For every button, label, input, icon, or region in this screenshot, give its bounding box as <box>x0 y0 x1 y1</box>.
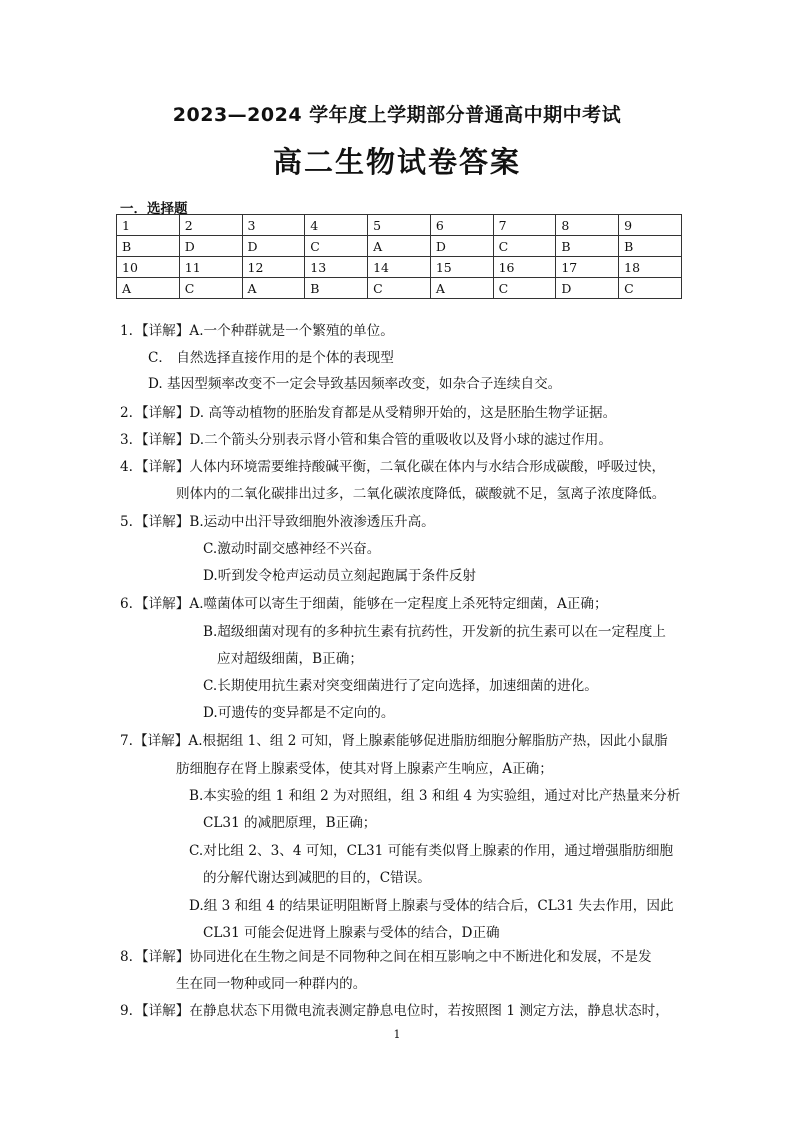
explanation-line: 应对超级细菌，B正确； <box>217 651 363 667</box>
table-cell: B <box>556 236 619 257</box>
question-number: 6. <box>120 596 133 612</box>
table-cell: B <box>117 236 180 257</box>
table-cell: C <box>368 278 431 299</box>
explanation-line: C.激动时副交感神经不兴奋。 <box>203 541 381 557</box>
answer-table <box>116 214 682 299</box>
exam-subtitle: 高二生物试卷答案 <box>272 145 521 179</box>
explanation-line: D.可遗传的变异都是不定向的。 <box>203 705 395 721</box>
table-cell: D <box>556 278 619 299</box>
question-number: 7. <box>120 733 133 749</box>
table-cell: 11 <box>179 257 242 278</box>
explanation-line: 【详解】在静息状态下用微电流表测定静息电位时，若按照图 1 测定方法，静息状态时， <box>135 1003 669 1019</box>
explanation-line: 【详解】A.根据组 1、组 2 可知，肾上腺素能够促进脂肪细胞分解脂肪产热，因此小鼠脂 <box>134 733 668 749</box>
table-cell: 8 <box>556 215 619 236</box>
table-cell: 3 <box>242 215 305 236</box>
explanation-line: 的分解代谢达到减肥的目的，C错误。 <box>203 870 431 886</box>
explanation-line: 则体内的二氧化碳排出过多，二氧化碳浓度降低，碳酸就不足，氢离子浓度降低。 <box>176 486 666 502</box>
table-cell: 14 <box>368 257 431 278</box>
table-cell: 18 <box>619 257 682 278</box>
table-cell: 17 <box>556 257 619 278</box>
question-number: 2. <box>120 405 133 421</box>
question-number: 8. <box>120 949 133 965</box>
explanation-line: D. 基因型频率改变不一定会导致基因频率改变，如杂合子连续自交。 <box>148 376 562 392</box>
question-number: 4. <box>120 459 133 475</box>
table-row <box>117 278 682 299</box>
table-cell: A <box>117 278 180 299</box>
question-number: 1. <box>120 323 133 339</box>
table-cell: C <box>493 236 556 257</box>
table-cell: C <box>305 236 368 257</box>
table-cell: 1 <box>117 215 180 236</box>
table-cell: A <box>242 278 305 299</box>
table-cell: 5 <box>368 215 431 236</box>
table-cell: B <box>619 236 682 257</box>
explanation-line: D.听到发令枪声运动员立刻起跑属于条件反射 <box>203 568 477 584</box>
explanation-line: 【详解】协同进化在生物之间是不同物种之间在相互影响之中不断进化和发展，不是发 <box>135 949 652 965</box>
explanation-line: CL31 可能会促进肾上腺素与受体的结合，D正确 <box>203 925 500 941</box>
explanation-line: 【详解】B.运动中出汗导致细胞外液渗透压升高。 <box>135 514 435 530</box>
table-cell: 10 <box>117 257 180 278</box>
table-cell: 7 <box>493 215 556 236</box>
table-cell: 13 <box>305 257 368 278</box>
table-cell: 6 <box>430 215 493 236</box>
page-number: 1 <box>393 1028 401 1041</box>
table-cell: 15 <box>430 257 493 278</box>
question-number: 3. <box>120 432 133 448</box>
explanation-line: C． 自然选择直接作用的是个体的表现型 <box>148 350 394 366</box>
explanation-line: C.对比组 2、3、4 可知，CL31 可能有类似肾上腺素的作用，通过增强脂肪细胞 <box>189 843 674 859</box>
explanation-line: CL31 的减肥原理，B正确； <box>203 815 377 831</box>
explanation-line: B.本实验的组 1 和组 2 为对照组，组 3 和组 4 为实验组，通过对比产热量来分析 <box>189 788 681 804</box>
table-cell: D <box>179 236 242 257</box>
exam-title: 2023—2024 学年度上学期部分普通高中期中考试 <box>172 104 622 126</box>
table-cell: C <box>179 278 242 299</box>
explanation-line: D.组 3 和组 4 的结果证明阻断肾上腺素与受体的结合后，CL31 失去作用，因此 <box>189 898 674 914</box>
table-row <box>117 257 682 278</box>
table-row <box>117 236 682 257</box>
section-heading: 一．选择题 <box>120 201 188 217</box>
explanation-line: 生在同一物种或同一种群内的。 <box>176 976 367 992</box>
table-cell: 12 <box>242 257 305 278</box>
explanation-line: 【详解】A.一个种群就是一个繁殖的单位。 <box>135 323 394 339</box>
table-cell: A <box>368 236 431 257</box>
table-cell: D <box>242 236 305 257</box>
table-cell: D <box>430 236 493 257</box>
explanation-line: B.超级细菌对现有的多种抗生素有抗药性，开发新的抗生素可以在一定程度上 <box>203 624 666 640</box>
table-cell: 16 <box>493 257 556 278</box>
explanation-line: 【详解】A.噬菌体可以寄生于细菌，能够在一定程度上杀死特定细菌，A正确； <box>135 596 608 612</box>
explanation-line: 【详解】D.二个箭头分别表示肾小管和集合管的重吸收以及肾小球的滤过作用。 <box>135 432 612 448</box>
table-cell: B <box>305 278 368 299</box>
explanation-line: 【详解】D. 高等动植物的胚胎发育都是从受精卵开始的，这是胚胎生物学证据。 <box>135 405 617 421</box>
table-cell: C <box>493 278 556 299</box>
explanation-line: 肪细胞存在肾上腺素受体，使其对肾上腺素产生响应，A正确； <box>176 761 553 777</box>
table-cell: 2 <box>179 215 242 236</box>
explanation-line: 【详解】人体内环境需要维持酸碱平衡，二氧化碳在体内与水结合形成碳酸，呼吸过快， <box>135 459 666 475</box>
table-row <box>117 215 682 236</box>
question-number: 9. <box>120 1003 133 1019</box>
explanation-line: C.长期使用抗生素对突变细菌进行了定向选择，加速细菌的进化。 <box>203 678 598 694</box>
table-cell: A <box>430 278 493 299</box>
question-number: 5. <box>120 514 133 530</box>
table-cell: 9 <box>619 215 682 236</box>
table-cell: C <box>619 278 682 299</box>
table-cell: 4 <box>305 215 368 236</box>
